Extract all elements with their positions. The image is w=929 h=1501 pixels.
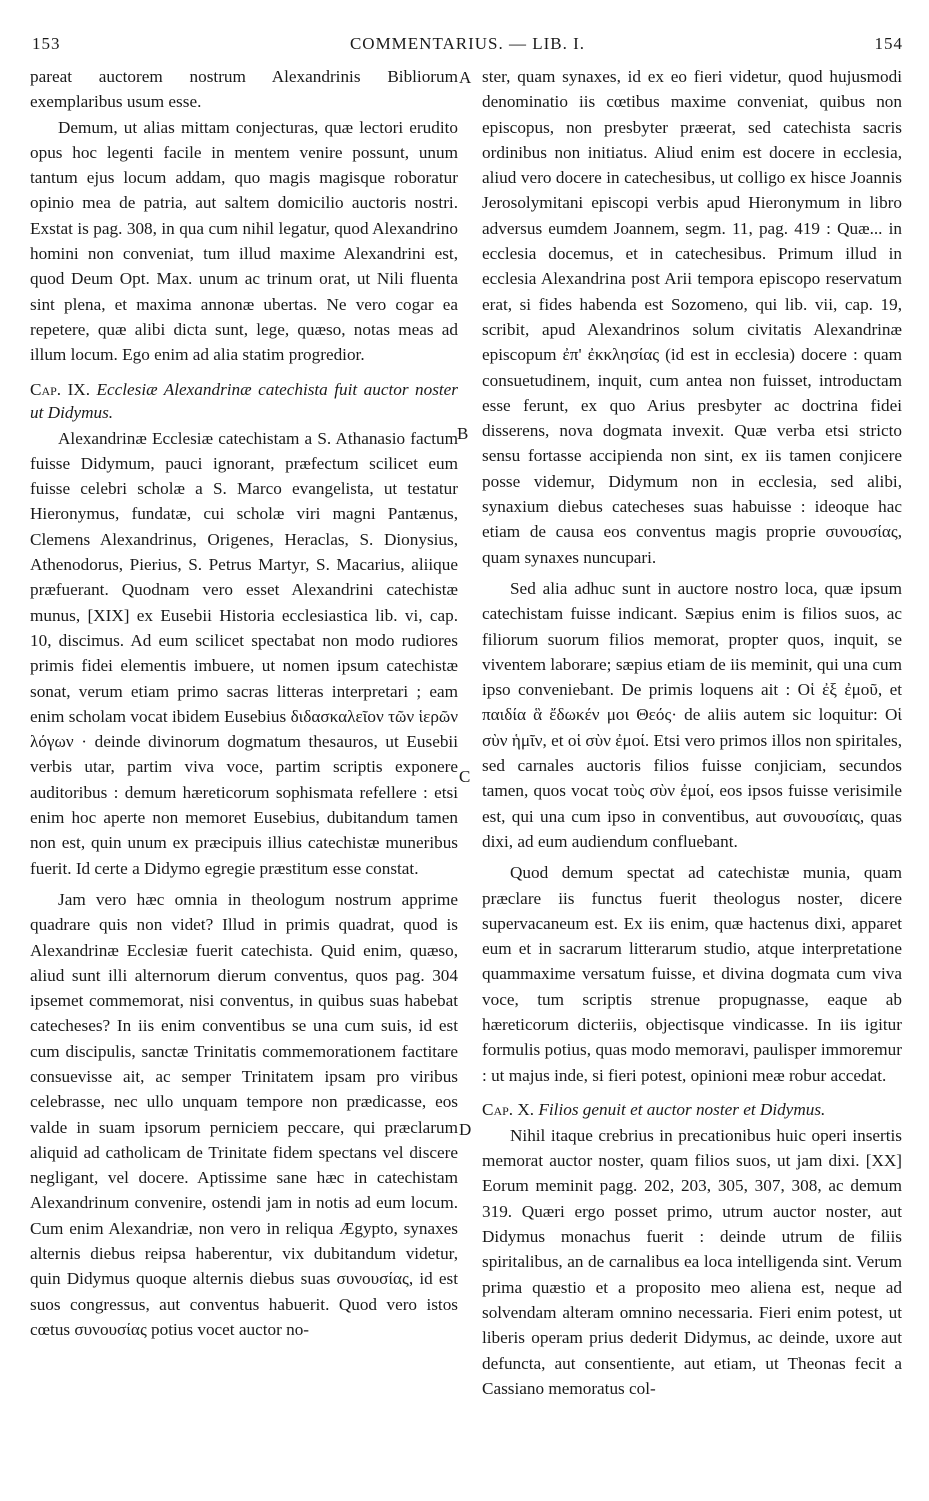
margin-letter-c: C bbox=[459, 767, 471, 786]
right-page-number: 154 bbox=[874, 34, 903, 53]
chapter-title: Filios genuit et auctor noster et Didymus. bbox=[538, 1099, 826, 1119]
paragraph: Nihil itaque crebrius in precationibus huic operi insertis memorat auctor noster, quam filios suos, ut jam dixi. [XX] Eorum meminit pagg. 202, 203, 305, 307, 308, ac demum 319. Quæri ergo posset primo, utrum auctor noster, aut Didymus monachus fuerit : deinde utrum de filiis spiritalibus, an de carnalibus ea loca intelligenda sint. Verum prima quæstio et a proposito meo aliena est, neque ad solvendam alteram omnino necessaria. Fieri enim potest, ut liberis operam prius dederit Didymus, ac deinde, uxore aut defuncta, aut consentiente, aut etiam, ut Theonas fecit a Cassiano memoratus col- bbox=[482, 1125, 902, 1398]
running-header bbox=[32, 34, 903, 64]
margin-letter-a: A bbox=[459, 68, 472, 87]
left-column bbox=[30, 64, 458, 1342]
paragraph: Sed alia adhuc sunt in auctore nostro loca, quæ ipsum catechistam fuisse indicant. Sæpius enim is filios suos, ac filiorum suorum filios memorat, propter quos, inquit, se viventem laborare; sæpius etiam de iis meminit, qui una cum ipso conveniebant. De primis loquens ait : Οἱ ἐξ ἐμοῦ, et παιδία ἃ ἔδωκέν μοι Θεός· de aliis autem sic loquitur: Οἱ σὺν ἡμῖν, et οἱ σὺν ἐμοί. Etsi vero primos illos non spiritales, sed carnales auctoris filios fuisse conjiciam, secundos tamen, quos vocat τοὺς σὺν ἐμοί, eos ipsos fuisse verisimile est, qui una cum ipso in conventibus, aut συνουσίαις, quas dixi, ad eum audiendum confluebant. bbox=[482, 578, 902, 851]
chapter-title: Ecclesiæ Alexandrinæ catechista fuit auctor noster ut Didymus. bbox=[30, 379, 458, 422]
running-title: COMMENTARIUS. — LIB. I. bbox=[349, 34, 586, 53]
margin-letter-d: D bbox=[459, 1120, 472, 1139]
chapter-label: Cap. X. bbox=[482, 1099, 535, 1119]
right-column bbox=[482, 64, 902, 1401]
margin-letter-b: B bbox=[457, 424, 469, 443]
paragraph: Jam vero hæc omnia in theologum nostrum apprime quadrare quis non videt? Illud in primis quadrat, quod is Alexandrinæ Ecclesiæ fuerit catechista. Quid enim, quæso, aliud sunt illi alternorum dierum conventus, quos pag. 304 ipsemet commemorat, nisi conventus, in quibus suas habebat catecheses? In iis enim conventibus se una cum suis, id est cum discipulis, sanctæ Trinitatis commemorationem factitare consuevisse ait, ac semper Trinitatem ipsam pro viribus celebrasse, nec ullo unquam tempore non prædicasse, eos valde in suam ipsorum perniciem peccare, qui præclarum aliquid ad catholicam de Trinitate fidem spectans vel discere negligant, vel docere. Aptissime sane hæc in catechistam Alexandrinum convenire, ostendi jam in notis ad eum locum. Cum enim Alexandriæ, non vero in reliqua Ægypto, synaxes alternis diebus reipsa haberentur, vix dubitandum videtur, quin Didymus quoque alternis diebus suas συνουσίας, id est suos congressus, aut conventus habuerit. Quod vero istos cœtus συνουσίας potius vocet auctor no- bbox=[30, 889, 458, 1339]
paragraph: Alexandrinæ Ecclesiæ catechistam a S. Athanasio factum fuisse Didymum, pauci ignorant, præfectum scilicet eum fuisse celebri scholæ a S. Marco evangelista, ut testatur Hieronymus, fundatæ, cui scholæ viri magni Pantænus, Clemens Alexandrinus, Origenes, Heraclas, S. Dionysius, Athenodorus, Pierius, S. Petrus Martyr, S. Macarius, aliique præfuerant. Quodnam vero esset Alexandrini catechistæ munus, [XIX] ex Eusebii Historia ecclesiastica lib. vi, cap. 10, discimus. Ad eum scilicet spectabat non modo rudiores primis fidei elementis imbuere, ut nomen ipsum catechistæ sonat, verum etiam primo sacras litteras interpretari ; eam enim scholam vocat ibidem Eusebius διδασκαλεῖον τῶν ἱερῶν λόγων · deinde divinorum dogmatum thesauros, ut Eusebii verbis utar, partim viva voce, partim scriptis exponere auditoribus : demum hæreticorum sophismata refellere : etsi enim hoc aperte non memoret Eusebius, dubitandum tamen non est, quin unum ex præcipuis illius catechistæ muneribus fuerit. Id certe a Didymo egregie præstitum esse constat. bbox=[30, 428, 458, 878]
paragraph: pareat auctorem nostrum Alexandrinis Bibliorum exemplaribus usum esse. bbox=[30, 67, 458, 112]
chapter-label: Cap. IX. bbox=[30, 379, 91, 399]
paragraph: Quod demum spectat ad catechistæ munia, quam præclare iis functus fuerit theologus noster, dicere supervacaneum est. Ex iis enim, quæ hactenus dixi, apparet eum et in sacrarum litterarum studio, atque interpretatione quammaxime versatum fuisse, et divina dogmata cum viva voce, tum scriptis strenue propugnasse, eaque ab hæreticorum dicteriis, objectisque vindicasse. In iis igitur formulis potius, quas modo memoravi, paulisper immoremur : ut majus inde, si fieri potest, opinioni meæ robur accedat. bbox=[482, 863, 902, 1085]
chapter-heading bbox=[30, 378, 458, 424]
chapter-heading bbox=[482, 1098, 902, 1121]
paragraph: Demum, ut alias mittam conjecturas, quæ lectori erudito opus hoc legenti facile in mentem venire possunt, unum tantum ejus locum addam, quo magis magisque roboratur opinio mea de patria, aut saltem domicilio auctoris nostri. Exstat is pag. 308, in qua cum nihil legatur, quod Alexandrino homini non conveniat, tum illud maxime Alexandrini est, quod Deum Opt. Max. unum ac trinum orat, ut Nili fluenta sint plena, et maxima annonæ ubertas. Ne vero cogar ea repetere, quæ alibi dicta sunt, lege, quæso, notas meas ad illum locum. Ego enim ad alia statim progredior. bbox=[30, 117, 458, 365]
paragraph: ster, quam synaxes, id ex eo fieri videtur, quod hujusmodi denominatio iis cœtibus maxime conveniat, quibus non episcopus, non presbyter præerat, sed catechista sacris ordinibus non initiatus. Aliud enim est docere in ecclesia, aliud vero docere in catechesibus, ut colligo ex hisce Joannis Jerosolymitani episcopi verbis apud Hieronymum in libro adversus eumdem Joannem, segm. 11, pag. 419 : Quæ... in ecclesia docemus, et in catechesibus. Primum illud in ecclesia Alexandrina post Arii tempora episcopo reservatum erat, si fides habenda est Sozomeno, qui lib. vii, cap. 19, scribit, apud Alexandrinos solum civitatis Alexandrinæ episcopum ἐπ' ἐκκλησίας (id est in ecclesia) docere : quam consuetudinem, inquit, cum antea non fuisset, introductam esse ferunt, ex quo Arius presbyter ac doctrina fidei disserens, nova dogmata invexit. Quæ verba etsi stricto sensu fortasse accipienda non sint, ex iis tamen conjicere posse videmur, Didymum non in ecclesia, sed alibi, synaxium diebus catecheses suas habuisse : ideoque hac etiam de causa eos conventus magis proprie συνουσίας, quam synaxes nuncupari. bbox=[482, 67, 902, 567]
left-page-number: 153 bbox=[32, 34, 61, 53]
